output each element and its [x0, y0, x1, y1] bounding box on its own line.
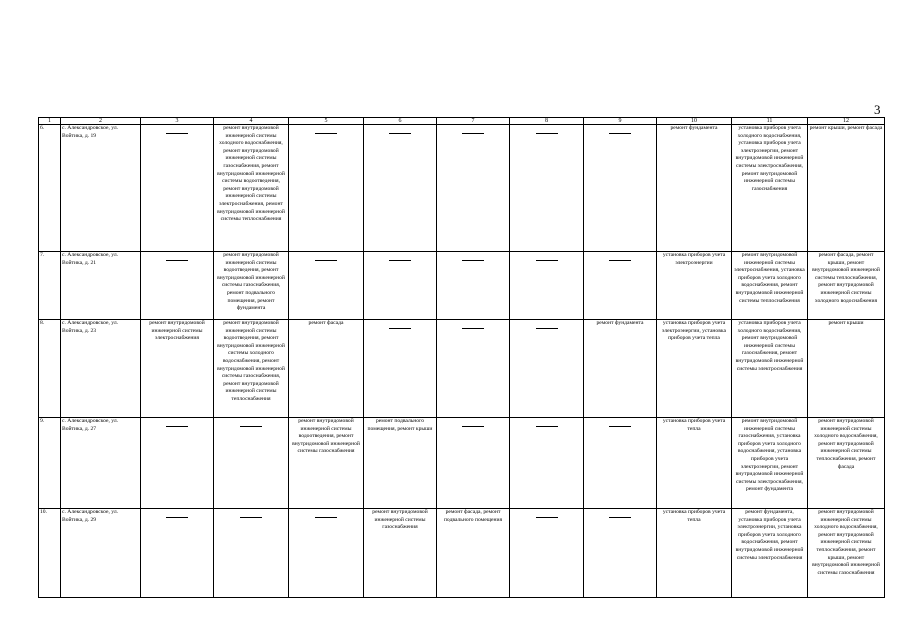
empty-cell	[364, 252, 437, 320]
empty-cell	[510, 125, 584, 252]
empty-cell	[364, 320, 437, 418]
row-number: 6.	[39, 125, 61, 252]
dash-mark	[389, 260, 411, 261]
empty-cell	[141, 509, 214, 598]
work-cell: ремонт внутридомовой инженерной системы газоснабжения	[364, 509, 437, 598]
work-cell: ремонт внутридомовой инженерной системы водоотведения, ремонт внутридомовой инженерной системы холодного водоснабжения, ремонт внутридомовой инженерной системы газоснабжения, ремонт внутридомовой инженерной системы теплоснабжения	[214, 320, 289, 418]
work-cell: установка приборов учета электроэнергии, установка приборов учета тепла	[657, 320, 732, 418]
empty-cell	[289, 252, 364, 320]
row-number: 8.	[39, 320, 61, 418]
work-cell: ремонт крыши	[808, 320, 885, 418]
work-cell: установка приборов учета электроэнергии	[657, 252, 732, 320]
work-cell: ремонт фундамента	[584, 320, 657, 418]
dash-mark	[609, 260, 631, 261]
work-cell: установка приборов учета холодного водоснабжения, установка приборов учета электроэнергии, ремонт внутридомовой инженерной системы электроснабжения, ремонт внутридомовой инженерной системы газоснабжения	[732, 125, 808, 252]
dash-mark	[389, 328, 411, 329]
row-number: 10.	[39, 509, 61, 598]
column-header: 7	[437, 118, 510, 125]
column-header: 1	[39, 118, 61, 125]
column-header: 5	[289, 118, 364, 125]
work-cell: ремонт внутридомовой инженерной системы водоотведения, ремонт внутридомовой инженерной системы газоснабжения	[289, 418, 364, 509]
work-cell: ремонт внутридомовой инженерной системы водоотведения, ремонт внутридомовой инженерной системы газоснабжения, ремонт подвального помещения, ремонт фундамента	[214, 252, 289, 320]
work-cell: ремонт фасада, ремонт подвального помещения	[437, 509, 510, 598]
repair-schedule-table	[38, 117, 885, 598]
empty-cell	[437, 125, 510, 252]
table-row	[39, 252, 885, 320]
table-row	[39, 125, 885, 252]
column-header: 11	[732, 118, 808, 125]
work-cell: ремонт внутридомовой инженерной системы газоснабжения, установка приборов учета холодного водоснабжения, установка приборов учета электроэнергии, ремонт внутридомовой инженерной системы электроснабжения, ремонт фундамента	[732, 418, 808, 509]
dash-mark	[609, 133, 631, 134]
empty-cell	[584, 418, 657, 509]
empty-cell	[214, 509, 289, 598]
table-row	[39, 509, 885, 598]
work-cell: ремонт внутридомовой инженерной системы холодного водоснабжения, ремонт внутридомовой инженерной системы газоснабжения, ремонт внутридомовой инженерной системы водоотведения, ремонт внутридомовой инженерной системы электроснабжения, ремонт внутридомовой инженерной системы теплоснабжения	[214, 125, 289, 252]
row-number: 9.	[39, 418, 61, 509]
column-header: 10	[657, 118, 732, 125]
empty-cell	[214, 418, 289, 509]
dash-mark	[536, 328, 558, 329]
column-header: 3	[141, 118, 214, 125]
work-cell: ремонт внутридомовой инженерной системы электроснабжения	[141, 320, 214, 418]
address-cell: с. Александровское, ул. Войтика, д. 27	[61, 418, 141, 509]
empty-cell	[584, 252, 657, 320]
empty-cell	[437, 320, 510, 418]
dash-mark	[315, 517, 337, 518]
empty-cell	[584, 509, 657, 598]
column-header: 12	[808, 118, 885, 125]
address-cell: с. Александровское, ул. Войтика, д. 19	[61, 125, 141, 252]
empty-cell	[510, 320, 584, 418]
empty-cell	[437, 418, 510, 509]
dash-mark	[536, 260, 558, 261]
dash-mark	[609, 517, 631, 518]
dash-mark	[240, 517, 262, 518]
empty-cell	[141, 418, 214, 509]
work-cell: ремонт фасада	[289, 320, 364, 418]
page-number: 3	[874, 102, 881, 117]
address-cell: с. Александровское, ул. Войтика, д. 21	[61, 252, 141, 320]
work-cell: ремонт крыши, ремонт фасада	[808, 125, 885, 252]
dash-mark	[536, 133, 558, 134]
empty-cell	[141, 125, 214, 252]
dash-mark	[389, 133, 411, 134]
empty-cell	[510, 509, 584, 598]
address-cell: с. Александровское, ул. Войтика, д. 23	[61, 320, 141, 418]
work-cell: установка приборов учета тепла	[657, 418, 732, 509]
dash-mark	[536, 517, 558, 518]
header-row	[39, 118, 885, 125]
dash-mark	[166, 426, 188, 427]
empty-cell	[289, 509, 364, 598]
empty-cell	[364, 125, 437, 252]
empty-cell	[141, 252, 214, 320]
dash-mark	[240, 426, 262, 427]
dash-mark	[536, 426, 558, 427]
empty-cell	[437, 252, 510, 320]
work-cell: ремонт фундамента	[657, 125, 732, 252]
work-cell: установка приборов учета тепла	[657, 509, 732, 598]
address-cell: с. Александровское, ул. Войтика, д. 29	[61, 509, 141, 598]
column-header: 4	[214, 118, 289, 125]
work-cell: ремонт внутридомовой инженерной системы электроснабжения, установка приборов учета холодного водоснабжения, ремонт внутридомовой инженерной системы теплоснабжения	[732, 252, 808, 320]
column-header: 6	[364, 118, 437, 125]
dash-mark	[166, 517, 188, 518]
column-header: 2	[61, 118, 141, 125]
empty-cell	[510, 252, 584, 320]
dash-mark	[462, 260, 484, 261]
row-number: 7.	[39, 252, 61, 320]
dash-mark	[166, 260, 188, 261]
column-header: 8	[510, 118, 584, 125]
dash-mark	[609, 426, 631, 427]
work-cell: ремонт внутридомовой инженерной системы холодного водоснабжения, ремонт внутридомовой инженерной системы теплоснабжения, ремонт крыши, ремонт внутридомовой инженерной системы газоснабжения	[808, 509, 885, 598]
work-cell: ремонт внутридомовой инженерной системы холодного водоснабжения, ремонт внутридомовой инженерной системы теплоснабжения, ремонт фасада	[808, 418, 885, 509]
dash-mark	[166, 133, 188, 134]
work-cell: установка приборов учета холодного водоснабжения, ремонт внутридомовой инженерной системы газоснабжения, ремонт внутридомовой инженерной системы электроснабжения	[732, 320, 808, 418]
work-cell: ремонт подвального помещения, ремонт крыши	[364, 418, 437, 509]
dash-mark	[315, 133, 337, 134]
table-row	[39, 320, 885, 418]
work-cell: ремонт фасада, ремонт крыши, ремонт внутридомовой инженерной системы теплоснабжения, ремонт внутридомовой инженерной системы холодного водоснабжения	[808, 252, 885, 320]
dash-mark	[462, 328, 484, 329]
column-header: 9	[584, 118, 657, 125]
dash-mark	[462, 426, 484, 427]
dash-mark	[315, 260, 337, 261]
empty-cell	[584, 125, 657, 252]
table-row	[39, 418, 885, 509]
work-cell: ремонт фундамента, установка приборов учета электроэнергии, установка приборов учета холодного водоснабжения, ремонт внутридомовой инженерной системы электроснабжения	[732, 509, 808, 598]
dash-mark	[462, 133, 484, 134]
empty-cell	[289, 125, 364, 252]
empty-cell	[510, 418, 584, 509]
